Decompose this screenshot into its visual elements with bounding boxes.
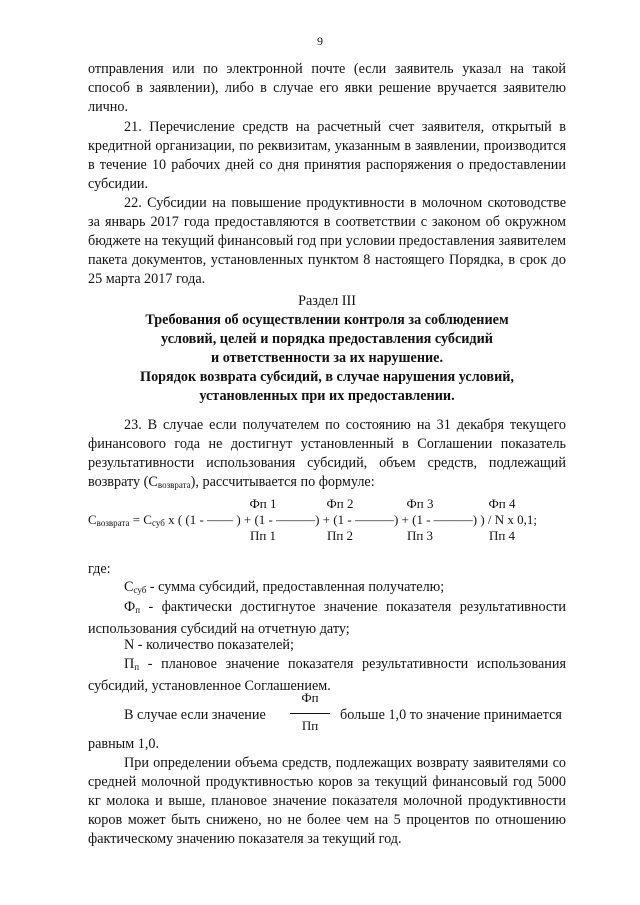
fraction-1-denominator: Пп 1 [249, 528, 277, 543]
formula-lhs-subscript: возврата [96, 518, 130, 528]
where-label: где: [88, 561, 111, 577]
paragraph-22: 22. Субсидии на повышение продуктивности в молочном скотоводстве за январь 2017 года предоставляются в соответствии с законом об окружном бюджете на текущий финансовый год при условии предоставления заявителем пакета документов, установленных пунктом 8 настоящего Порядка, в срок до 25 марта 2017 года. [88, 195, 566, 287]
formula-main-line [88, 512, 537, 528]
formula-eq: = С [129, 512, 152, 527]
formula-body: х ( (1 - —— ) + (1 - ———) + (1 - ———) + (1 - ———) ) / N х 0,1; [164, 512, 538, 527]
fraction-bar [290, 713, 330, 714]
definition-fp-text: - фактически достигнутое значение показателя результативности использования субсидий на отчетную дату; [88, 599, 566, 637]
fraction-1-numerator: Фп 1 [249, 496, 277, 511]
definition-fp-subscript: п [135, 605, 141, 615]
section-number: Раздел III [298, 293, 356, 309]
fraction-2-numerator: Фп 2 [326, 496, 354, 511]
section-title-line-3: и ответственности за их нарушение. [210, 350, 444, 366]
paragraph-23-subscript: возврата [157, 480, 191, 490]
paragraph-23 [88, 416, 566, 495]
section-title-line-1: Требования об осуществлении контроля за соблюдением [145, 312, 509, 328]
paragraph-continuation: отправления или по электронной почте (если заявитель указал на такой способ в заявлении), либо в случае его явки решение вручается заявителю лично. [88, 61, 566, 115]
formula-lhs: С [88, 512, 97, 527]
condition-left-text: В случае если значение [124, 707, 266, 723]
formula-csub-subscript: суб [151, 518, 165, 528]
section-title-line-4: Порядок возврата субсидий, в случае нарушения условий, [140, 369, 514, 385]
fraction-4-numerator: Фп 4 [488, 496, 516, 511]
paragraph-last: При определении объема средств, подлежащих возврату заявителями со средней молочной продуктивностью коров за текущий финансовый год 5000 кг молока и выше, плановое значение показателя молочной продуктивности коров может быть снижено, но не более чем на 5 процентов по отношению фактическому значению показателя за текущий год. [88, 755, 566, 847]
fraction-3-numerator: Фп 3 [406, 496, 434, 511]
fraction-3-denominator: Пп 3 [406, 528, 434, 543]
definition-csub-symbol: С [124, 579, 134, 595]
paragraph-23-text: 23. В случае если получателем по состоянию на 31 декабря текущего финансового года не достигнут установленный в Соглашении показатель результативности использования субсидий, объем средств, подлежащий возврату (С [88, 417, 566, 490]
condition-right-text: больше 1,0 то значение принимается [340, 707, 562, 723]
definition-csub-subscript: суб [133, 585, 147, 595]
condition-fraction-denominator: Пп [301, 718, 319, 733]
condition-end: равным 1,0. [88, 736, 160, 752]
definition-fp [88, 598, 566, 639]
fraction-2-denominator: Пп 2 [326, 528, 354, 543]
section-title-line-2: условий, целей и порядка предоставления субсидий [161, 331, 493, 347]
paragraph-23-end: ), рассчитывается по формуле: [190, 474, 375, 490]
page-number: 9 [317, 34, 323, 48]
definition-pp-subscript: п [134, 662, 140, 672]
definition-pp-symbol: П [124, 656, 135, 672]
definition-csub [88, 578, 566, 600]
definition-n: N - количество показателей; [124, 637, 294, 653]
paragraph-21: 21. Перечисление средств на расчетный счет заявителя, открытый в кредитной организации, по реквизитам, указанным в заявлении, производится в течение 10 рабочих дней со дня принятия распоряжения о предоставлении субсидии. [88, 119, 566, 192]
condition-fraction-numerator: Фп [301, 690, 319, 705]
definition-pp-text: - плановое значение показателя результативности использования субсидий, установленное Соглашением. [88, 656, 566, 694]
section-title-line-5: установленных при их предоставлении. [199, 388, 455, 404]
refund-formula [88, 496, 588, 548]
fraction-4-denominator: Пп 4 [488, 528, 516, 543]
definition-fp-symbol: Ф [124, 599, 136, 615]
definition-csub-text: - сумма субсидий, предоставленная получателю; [146, 579, 445, 595]
